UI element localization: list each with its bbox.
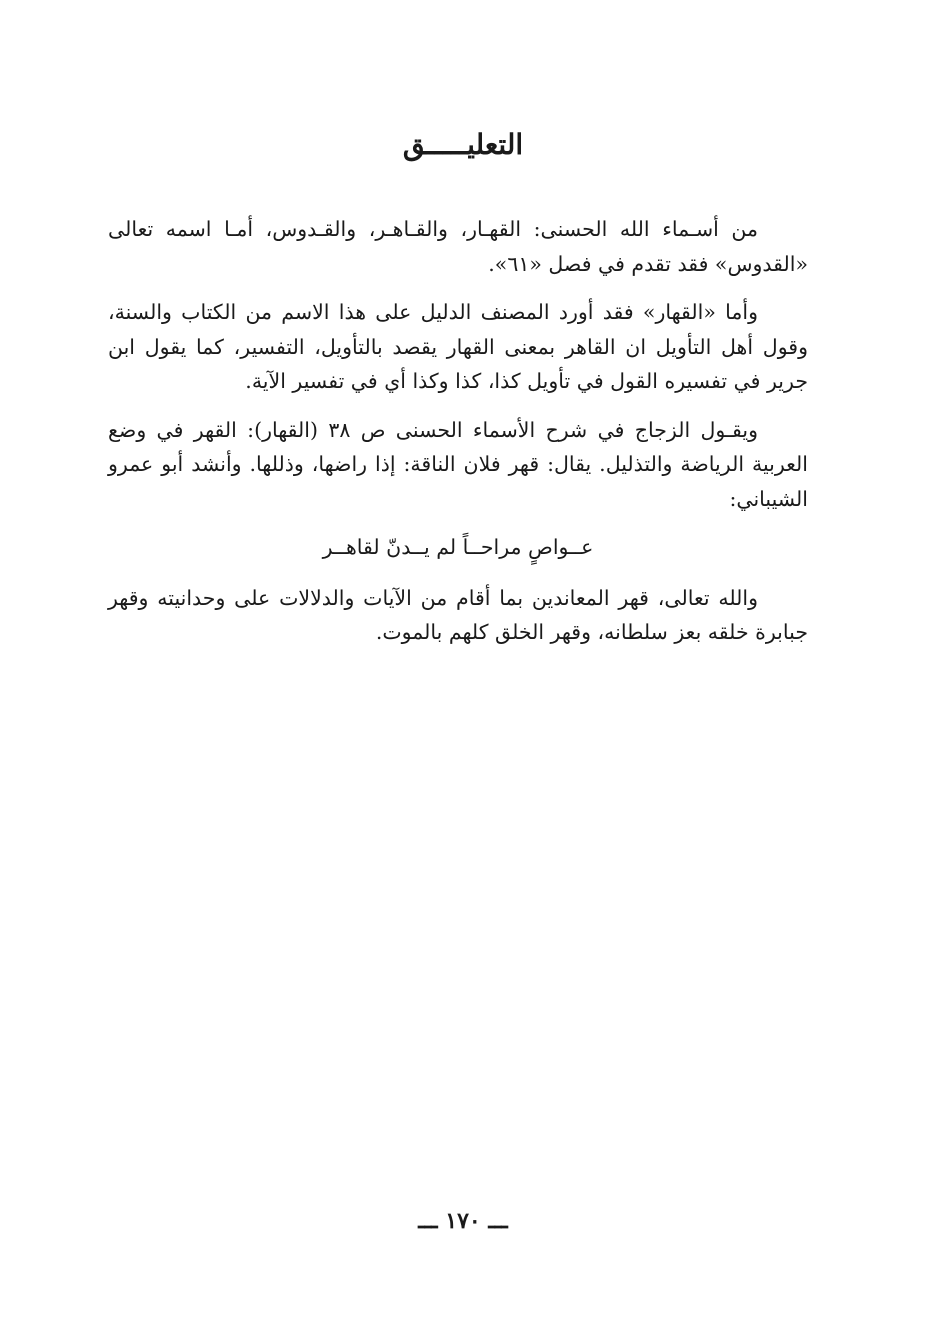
page-title: التعليـــــق (402, 128, 524, 161)
paragraph-al-qahhar-evidence: وأما «القهار» فقد أورد المصنف الدليل على هذا الاسم من الكتاب والسنة، وقول أهل التأويل ان القاهر بمعنى القهار يقصد بالتأويل، التفسير، كما يقول ابن جرير في تفسيره القول في تأويل كذا، كذا وكذا أي في تفسير الآية. (108, 300, 808, 393)
page-number: ـــ ١٧٠ ـــ (418, 1208, 508, 1234)
paragraph-zajjaj-definition: ويقـول الزجاج في شرح الأسماء الحسنى ص ٣٨ (القهار): القهر في وضع العربية الرياضة والتذليل. يقال: قهر فلان الناقة: إذا راضها، وذللها. وأنشد أبو عمرو الشيباني: (108, 417, 808, 511)
commentary-body (108, 212, 808, 664)
paragraph-names-of-allah: من أسـماء الله الحسنى: القهـار، والقـاهـر، والقـدوس، أمـا اسمه تعالى «القدوس» فقد تقدم في فصل «٦١». (108, 217, 808, 276)
poetry-verse: عــواصٍ مراحــاً لم يــدنّ لقاهــر (322, 535, 594, 559)
paragraph-closing: والله تعالى، قهر المعاندين بما أقام من الآيات والدلالات على وحدانيته وقهر جبابرة خلقه بعز سلطانه، وقهر الخلق كلهم بالموت. (108, 585, 808, 644)
